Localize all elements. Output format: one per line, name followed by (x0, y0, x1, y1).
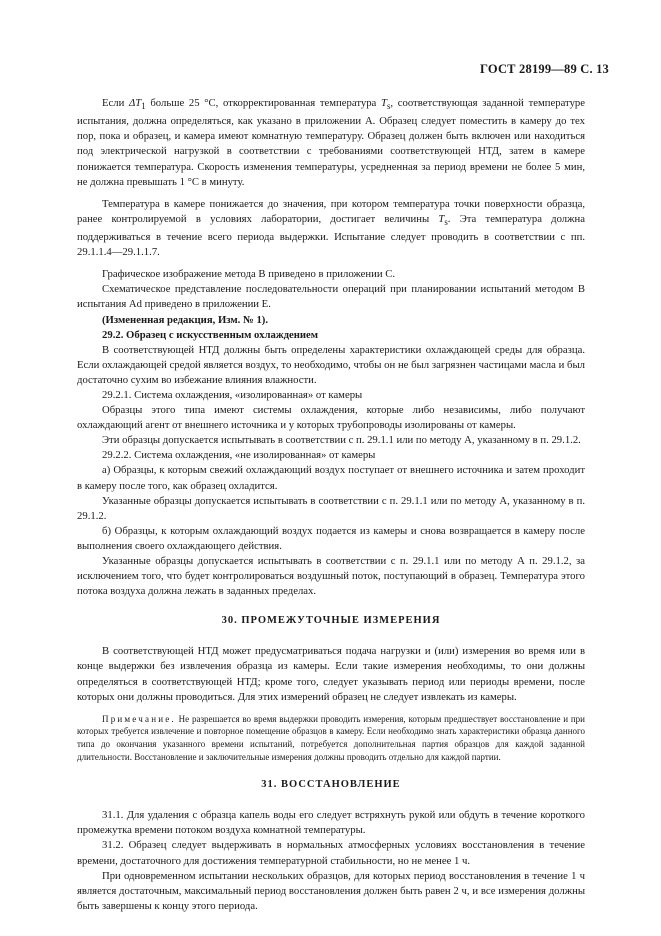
paragraph-appendix-c: Графическое изображение метода В приведено в приложении С. (102, 268, 396, 281)
document-body (77, 96, 585, 914)
symbol-subscript: s (444, 216, 448, 227)
page-header: ГОСТ 28199—89 С. 13 (480, 62, 609, 76)
list-item-a: а) Образцы, к которым свежий охлаждающий воздух поступает от внешнего источника и затем проходит в камеру после того, как образец охладится. (77, 464, 585, 492)
text-run: , соответствующая заданной температуре испытания, должна определяться, как указано в приложении А. Образец следует поместить в камеру до тех пор, пока и образец, и камера имеют комнатную температуру. Образец должен быть включен или находиться под электрической нагрузкой в соответствии с требованиями соответствующей НТД, затем в камере понижается температура. Скорость изменения температуры, усредненная за период времени не более 5 мин, не должна превышать 1 °С в минуту. (77, 97, 585, 188)
paragraph-31-2: 31.2. Образец следует выдерживать в нормальных атмосферных условиях восстановления в течение времени, достаточного для достижения температурной стабильности, но не менее 1 ч. (77, 839, 585, 867)
symbol-ts: T (438, 212, 445, 225)
symbol-subscript: 1 (141, 101, 146, 112)
paragraph-intermediate-measurements: В соответствующей НТД может предусматриваться подача нагрузки и (или) измерения во время или в конце выдержки без извлечения образца из камеры. Если такие измерения необходимы, то они должны определяться в соответствующей НТД; кроме того, следует указывать период или периоды времени, после которых они должны проводиться. Для этих измерений образец не следует извлекать из камеры. (77, 645, 585, 703)
note-label: Примечание. (102, 713, 176, 724)
paragraph-isolated-systems: Образцы этого типа имеют системы охлаждения, которые либо независимы, либо получают охлаждающий агент от внешнего источника и у которых трубопроводы изолированы от камеры. (77, 404, 585, 432)
text-run: Температура в камере понижается до значения, при котором температура точки поверхности образца, ранее контролируемой в условиях лаборатории, достигает величины (77, 197, 585, 225)
subsection-heading-29-2-2: 29.2.2. Система охлаждения, «не изолированная» от камеры (102, 449, 376, 462)
section-heading-30: 30. ПРОМЕЖУТОЧНЫЕ ИЗМЕРЕНИЯ (221, 615, 441, 627)
paragraph-chamber-temperature (77, 197, 585, 261)
symbol-ts: T (380, 97, 387, 109)
paragraph-appendix-e: Схематическое представление последовательности операций при планировании испытаний методом В испытания Ad приведено в приложении Е. (77, 283, 585, 311)
symbol-subscript: s (386, 101, 391, 112)
subsection-heading-29-2: 29.2. Образец с искусственным охлаждением (102, 328, 319, 341)
note-text: Не разрешается во время выдержки проводить измерения, которым предшествует восстановление и при которых требуется извлечение и повторное помещение образцов в камеру. Если необходимо знать характеристики образца данного типа до окончания указанного времени испытаний, потребуется дополнительная партия образцов для каждой заданной длительности. Восстановление и заключительные измерения должны проводить отдельно для каждой партии. (77, 713, 585, 762)
paragraph-test-method-a-2: Указанные образцы допускается испытывать в соответствии с п. 29.1.1 или по методу А, указанному в п. 29.1.2. (77, 494, 585, 522)
text-run: больше 25 °С, откорректированная температура (145, 97, 381, 109)
paragraph-recovery-period: При одновременном испытании нескольких образцов, для которых период восстановления в течение 1 ч является достаточным, максимальный период восстановления должен быть равен 2 ч, и все измерения должны быть завершены к концу этого периода. (77, 869, 585, 912)
text-run: Если (102, 97, 130, 109)
paragraph-cooling-medium: В соответствующей НТД должны быть определены характеристики охлаждающей среды для образца. Если охлаждающей средой является воздух, то необходимо, чтобы он не был загрязнен частицами масла и был достаточно сухим во избежание влияния влажности. (77, 343, 585, 386)
text-run: . Эта температура должна поддерживаться в течение всего периода выдержки. Испытание следует проводить в соответствии с пп. 29.1.1.4—29.1.1.7. (77, 212, 585, 259)
section-heading-31: 31. ВОССТАНОВЛЕНИЕ (261, 779, 401, 791)
note-block (77, 713, 585, 763)
amendment-note: (Измененная редакция, Изм. № 1). (102, 313, 269, 326)
symbol-delta-t: ΔT (129, 97, 142, 109)
paragraph-delta-t (77, 96, 585, 190)
paragraph-test-method-a-3: Указанные образцы допускается испытывать в соответствии с п. 29.1.1 или по методу А п. 29.1.2, за исключением того, что будет контролироваться воздушный поток, поступающий в образец. Температура этого потока воздуха должна лежать в заданных пределах. (77, 555, 585, 598)
subsection-heading-29-2-1: 29.2.1. Система охлаждения, «изолированная» от камеры (102, 388, 363, 401)
paragraph-test-method-a-1: Эти образцы допускается испытывать в соответствии с п. 29.1.1 или по методу А, указанному в п. 29.1.2. (102, 434, 581, 447)
paragraph-31-1: 31.1. Для удаления с образца капель воды его следует встряхнуть рукой или обдуть в течение короткого промежутка времени потоком воздуха комнатной температуры. (77, 809, 585, 837)
list-item-b: б) Образцы, к которым охлаждающий воздух подается из камеры и снова возвращается в камеру после выполнения своего охлаждающего действия. (77, 524, 585, 552)
